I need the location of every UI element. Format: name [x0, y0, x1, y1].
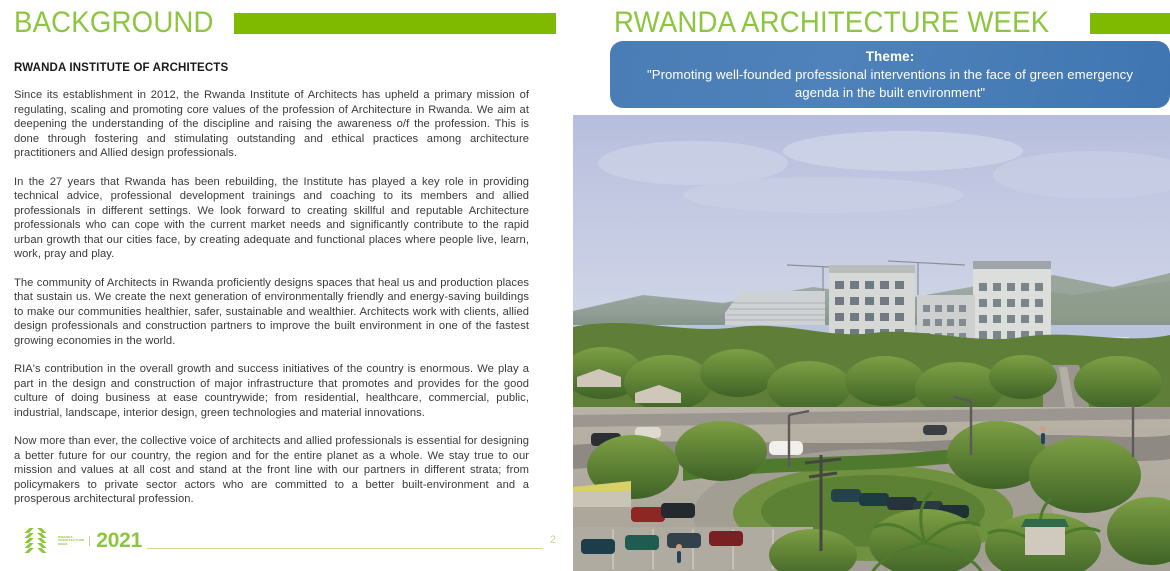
background-header — [14, 6, 556, 40]
footer-year: 2021 — [96, 529, 143, 552]
theme-banner — [610, 41, 1170, 108]
paragraph-3: The community of Architects in Rwanda proficiently designs spaces that heal us and production places that sustain us. We create the next generation of environmentally friendly and energy-saving buildings to make our communities healthier, safer, sustainable and wealthier. Architects work with clients, allied design professionals and construction partners to improve the built environment in one of the fastest growing economies in the world. — [14, 276, 529, 347]
logo-wordmark-line-1: RWANDA — [58, 534, 73, 539]
paragraph-4: RIA's contribution in the overall growth and success initiatives of the country is enormous. We play a part in the design and construction of major infrastructure that promotes and provides for the good culture of doing business at ease countrywide; from residential, healthcare, commercial, public, industrial, landscape, interior design, green technologies and material innovations. — [14, 363, 529, 419]
rwanda-architecture-week-logo-icon — [14, 528, 54, 555]
footer-divider — [147, 548, 543, 549]
paragraph-1: Since its establishment in 2012, the Rwanda Institute of Architects has upheld a primary mission of regulating, scaling and promoting core values of the profession of Architecture in Rwanda. We aim at deepening the understanding of the discipline and raising the awareness o/f the profession. This is done through fostering and stimulating outstanding and ethical practices among architecture practitioners and Allied design professionals. — [14, 89, 529, 159]
page-number: 2 — [549, 534, 556, 546]
logo-wordmark-line-2: ARCHITECTURE — [58, 538, 85, 543]
header-accent-bar — [234, 13, 556, 34]
body-copy — [14, 88, 529, 507]
page-title: BACKGROUND — [14, 6, 214, 39]
section-heading: RWANDA INSTITUTE OF ARCHITECTS — [14, 62, 229, 74]
left-page — [0, 0, 570, 571]
event-title: RWANDA ARCHITECTURE WEEK — [614, 6, 1050, 39]
logo-wordmark — [58, 536, 90, 547]
paragraph-2: In the 27 years that Rwanda has been rebuilding, the Institute has played a key role in providing technical advice, professional development trainings and coaching to its members and allied professionals in different settings. We look forward to creating skillful and reputable Architecture professionals who can cope with the current market needs and significantly contribute to the rapid urban growth that our cities face, by creating adequate and functional places where people live, learn, work, pray and play. — [14, 175, 529, 260]
page-footer — [14, 525, 556, 557]
logo-wordmark-line-3: WEEK — [58, 541, 68, 546]
paragraph-5: Now more than ever, the collective voice of architects and allied professionals is essential for designing a better future for our country, the region and for the entire planet as a whole. We stay true to our mission and values at all cost and stand at the front line with our partners in different strata; from policymakers to private sector actors who are committed to a better built-environment and a prosperous architectural profession. — [14, 435, 529, 505]
theme-label: Theme: — [865, 49, 915, 64]
event-header — [614, 6, 1170, 40]
theme-statement: "Promoting well-founded professional interventions in the face of green emergency agenda in the built environment" — [647, 67, 1133, 100]
right-page — [570, 0, 1170, 571]
kigali-cityscape-photo — [573, 115, 1170, 571]
event-header-accent-bar — [1090, 13, 1170, 34]
